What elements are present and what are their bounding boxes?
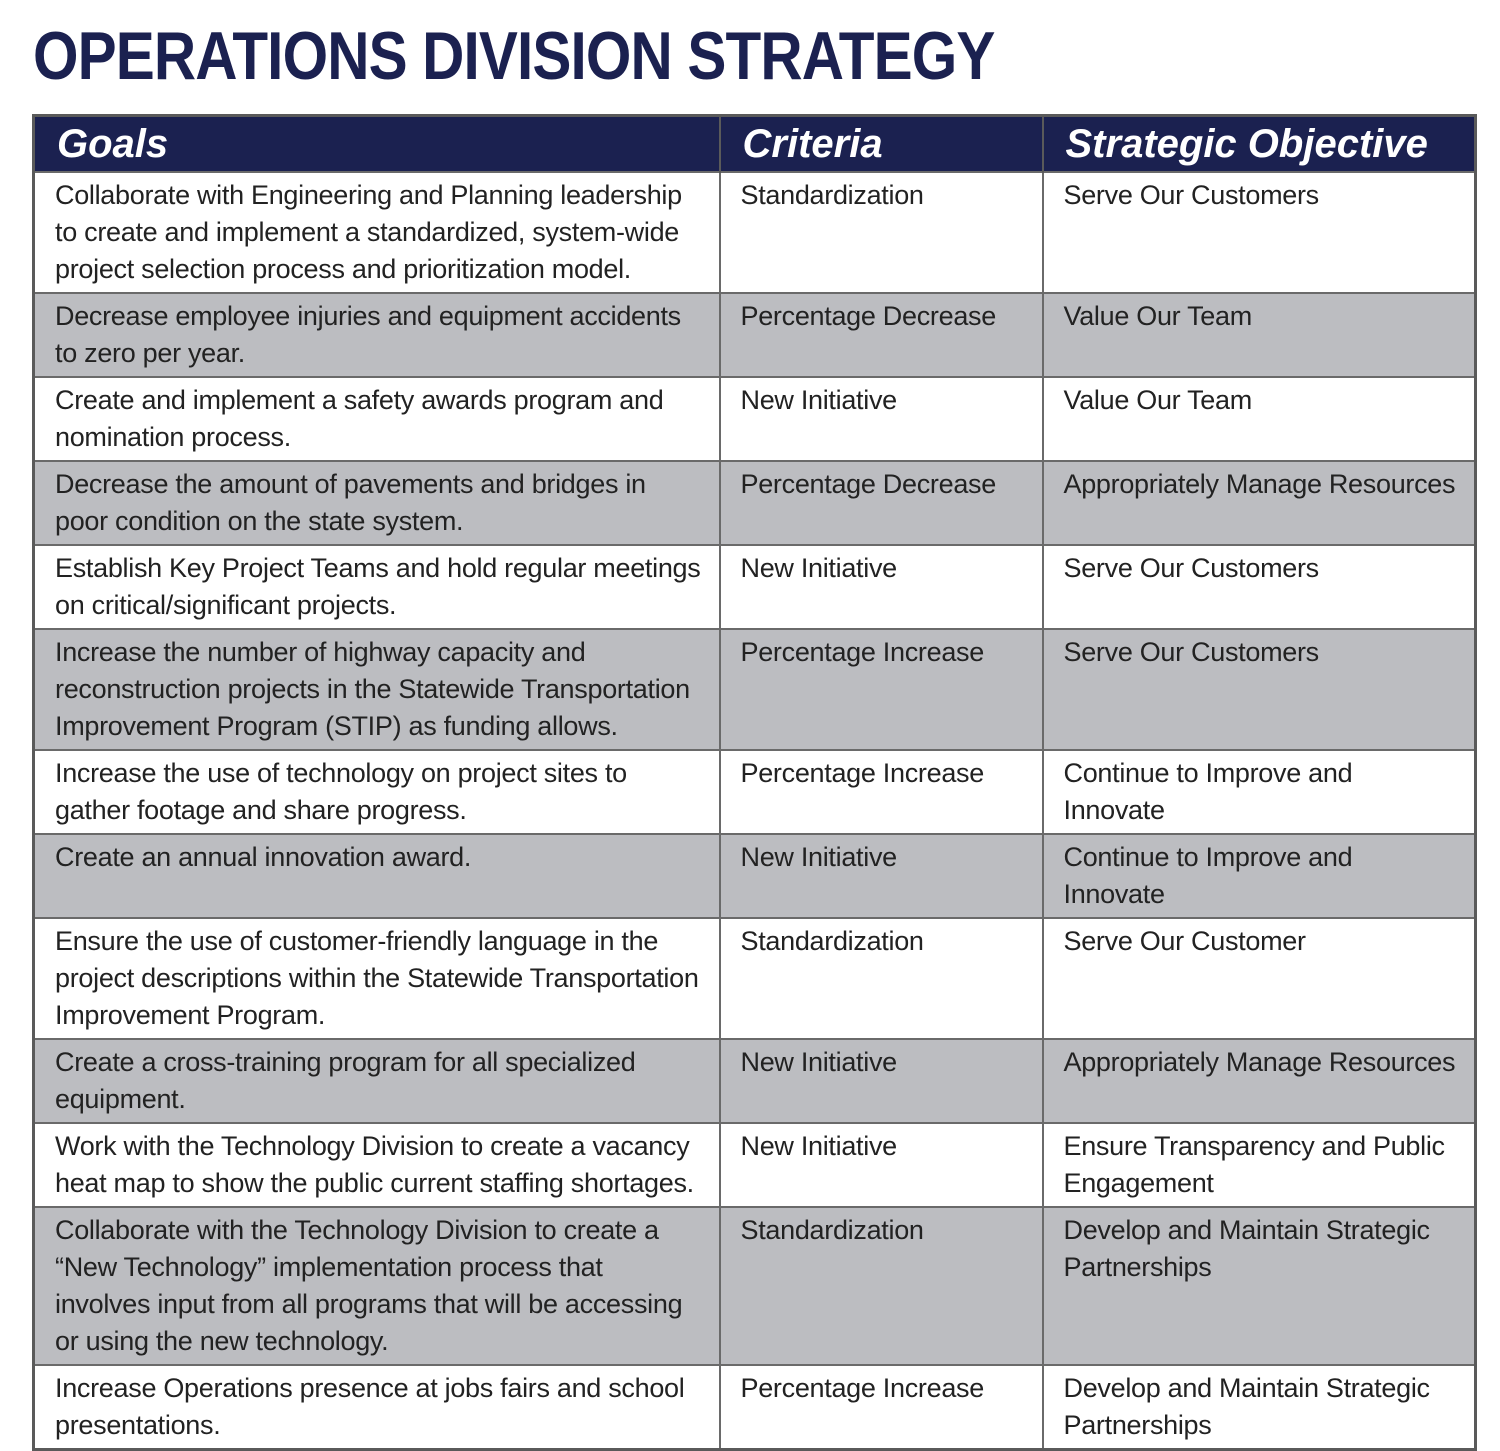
objective-cell: Continue to Improve and Innovate bbox=[1043, 834, 1476, 918]
criteria-cell: Standardization bbox=[720, 172, 1043, 293]
criteria-cell: Percentage Increase bbox=[720, 629, 1043, 750]
objective-cell: Develop and Maintain Strategic Partnerships bbox=[1043, 1207, 1476, 1365]
column-header-strategic-objective: Strategic Objective bbox=[1043, 116, 1476, 173]
table-row bbox=[34, 172, 1476, 293]
goal-cell: Decrease employee injuries and equipment accidents to zero per year. bbox=[34, 293, 720, 377]
strategy-table bbox=[32, 114, 1477, 1451]
criteria-cell: Standardization bbox=[720, 918, 1043, 1039]
criteria-cell: Percentage Decrease bbox=[720, 293, 1043, 377]
objective-cell: Continue to Improve and Innovate bbox=[1043, 750, 1476, 834]
column-header-criteria: Criteria bbox=[720, 116, 1043, 173]
column-header-goals: Goals bbox=[34, 116, 720, 173]
goal-cell: Increase the use of technology on project sites to gather footage and share progress. bbox=[34, 750, 720, 834]
table-row bbox=[34, 918, 1476, 1039]
table-row bbox=[34, 750, 1476, 834]
goal-cell: Create and implement a safety awards program and nomination process. bbox=[34, 377, 720, 461]
goal-cell: Create an annual innovation award. bbox=[34, 834, 720, 918]
table-row bbox=[34, 461, 1476, 545]
goal-cell: Work with the Technology Division to create a vacancy heat map to show the public current staffing shortages. bbox=[34, 1123, 720, 1207]
criteria-cell: New Initiative bbox=[720, 1123, 1043, 1207]
page-title: OPERATIONS DIVISION STRATEGY bbox=[33, 18, 995, 94]
goal-cell: Decrease the amount of pavements and bridges in poor condition on the state system. bbox=[34, 461, 720, 545]
criteria-cell: Percentage Increase bbox=[720, 750, 1043, 834]
objective-cell: Value Our Team bbox=[1043, 293, 1476, 377]
criteria-cell: New Initiative bbox=[720, 1039, 1043, 1123]
objective-cell: Serve Our Customers bbox=[1043, 172, 1476, 293]
table-row bbox=[34, 1123, 1476, 1207]
table-row bbox=[34, 834, 1476, 918]
objective-cell: Appropriately Manage Resources bbox=[1043, 1039, 1476, 1123]
objective-cell: Ensure Transparency and Public Engagement bbox=[1043, 1123, 1476, 1207]
goal-cell: Collaborate with the Technology Division to create a “New Technology” implementation process that involves input from all programs that will be accessing or using the new technology. bbox=[34, 1207, 720, 1365]
criteria-cell: Percentage Decrease bbox=[720, 461, 1043, 545]
objective-cell: Develop and Maintain Strategic Partnerships bbox=[1043, 1365, 1476, 1450]
objective-cell: Serve Our Customers bbox=[1043, 629, 1476, 750]
table-row bbox=[34, 377, 1476, 461]
objective-cell: Serve Our Customer bbox=[1043, 918, 1476, 1039]
table-row bbox=[34, 293, 1476, 377]
goal-cell: Establish Key Project Teams and hold regular meetings on critical/significant projects. bbox=[34, 545, 720, 629]
criteria-cell: New Initiative bbox=[720, 545, 1043, 629]
criteria-cell: New Initiative bbox=[720, 377, 1043, 461]
criteria-cell: New Initiative bbox=[720, 834, 1043, 918]
criteria-cell: Percentage Increase bbox=[720, 1365, 1043, 1450]
criteria-cell: Standardization bbox=[720, 1207, 1043, 1365]
table-row bbox=[34, 1365, 1476, 1450]
goal-cell: Collaborate with Engineering and Planning leadership to create and implement a standardized, system-wide project selection process and prioritization model. bbox=[34, 172, 720, 293]
table-row bbox=[34, 1207, 1476, 1365]
goal-cell: Create a cross-training program for all specialized equipment. bbox=[34, 1039, 720, 1123]
table-row bbox=[34, 1039, 1476, 1123]
objective-cell: Value Our Team bbox=[1043, 377, 1476, 461]
objective-cell: Appropriately Manage Resources bbox=[1043, 461, 1476, 545]
objective-cell: Serve Our Customers bbox=[1043, 545, 1476, 629]
goal-cell: Increase the number of highway capacity and reconstruction projects in the Statewide Transportation Improvement Program (STIP) as funding allows. bbox=[34, 629, 720, 750]
table-header-row bbox=[34, 116, 1476, 173]
table-row bbox=[34, 629, 1476, 750]
goal-cell: Increase Operations presence at jobs fairs and school presentations. bbox=[34, 1365, 720, 1450]
goal-cell: Ensure the use of customer-friendly language in the project descriptions within the Statewide Transportation Improvement Program. bbox=[34, 918, 720, 1039]
table-row bbox=[34, 545, 1476, 629]
